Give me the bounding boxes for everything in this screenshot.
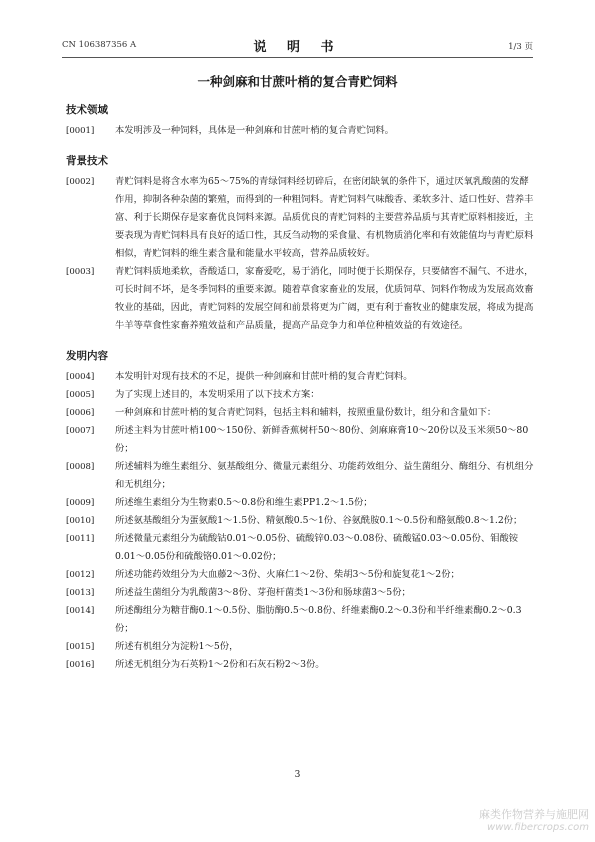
paragraph-text: 所述益生菌组分为乳酸菌3～8份、芽孢杆菌类1～3份和肠球菌3～5份； [115, 587, 411, 598]
page-number: 3 [294, 770, 301, 780]
paragraph [66, 122, 536, 140]
paragraph [66, 530, 536, 566]
paragraph-number: [0010] [66, 516, 95, 526]
paragraph-number: [0004] [66, 372, 95, 382]
paragraph-number: [0014] [66, 606, 95, 616]
paragraph-text: 所述微量元素组分为硫酸钴0.01～0.05份、硫酸锌0.03～0.08份、硫酸锰0.03～0.05份、钼酸铵0.01～0.05份和硫酸铬0.01～0.02份； [115, 533, 519, 562]
paragraph-number: [0008] [66, 462, 95, 472]
watermark-url: www.fibercrops.com [487, 822, 589, 833]
paragraph [66, 386, 536, 404]
paragraph-number: [0009] [66, 498, 95, 508]
document-type-title: 说 明 书 [253, 40, 342, 55]
paragraph-number: [0012] [66, 570, 95, 580]
paragraph-number: [0016] [66, 660, 95, 670]
paragraph [66, 494, 536, 512]
paragraph [66, 263, 536, 335]
paragraph-text: 为了实现上述目的，本发明采用了以下技术方案： [115, 389, 320, 400]
paragraph-number: [0002] [66, 177, 95, 187]
publication-number: CN 106387356 A [62, 40, 137, 50]
document-body [66, 102, 536, 674]
paragraph-text: 一种剑麻和甘蔗叶梢的复合青贮饲料，包括主料和辅料，按照重量份数计，组分和含量如下： [115, 407, 497, 418]
paragraph-text: 所述无机组分为石英粉1～2份和石灰石粉2～3份。 [115, 659, 325, 670]
paragraph-text: 所述辅料为维生素组分、氨基酸组分、微量元素组分、功能药效组分、益生菌组分、酶组分、有机组分和无机组分； [115, 461, 534, 490]
paragraph [66, 602, 536, 638]
paragraph-text: 所述有机组分为淀粉1～5份， [115, 641, 239, 652]
paragraph-text: 所述维生素组分为生物素0.5～0.8份和维生素PP1.2～1.5份； [115, 497, 373, 508]
section-heading: 发明内容 [66, 350, 108, 362]
paragraph-text: 本发明针对现有技术的不足，提供一种剑麻和甘蔗叶梢的复合青贮饲料。 [115, 371, 413, 382]
document-title: 一种剑麻和甘蔗叶梢的复合青贮饲料 [197, 74, 398, 89]
paragraph [66, 638, 536, 656]
watermark-text: 麻类作物营养与施肥网 [479, 808, 589, 821]
paragraph-text: 所述主料为甘蔗叶梢100～150份、新鲜香蕉树杆50～80份、剑麻麻膏10～20份以及玉米须50～80份； [115, 425, 529, 454]
paragraph-number: [0015] [66, 642, 95, 652]
page-reference: 1/3 页 [508, 42, 533, 52]
page-header [62, 36, 533, 56]
paragraph [66, 656, 536, 674]
paragraph-text: 所述功能药效组分为大血藤2～3份、火麻仁1～2份、柴胡3～5份和旋复花1～2份； [115, 569, 460, 580]
paragraph [66, 404, 536, 422]
paragraph-number: [0001] [66, 126, 95, 136]
paragraph-text: 本发明涉及一种饲料，具体是一种剑麻和甘蔗叶梢的复合青贮饲料。 [115, 125, 394, 136]
paragraph-text: 所述氨基酸组分为蛋氨酸1～1.5份、精氨酸0.5～1份、谷氨酰胺0.1～0.5份和酪氨酸0.8～1.2份； [115, 515, 523, 526]
header-divider [62, 57, 533, 58]
paragraph-number: [0006] [66, 408, 95, 418]
paragraph [66, 584, 536, 602]
paragraph-number: [0007] [66, 426, 95, 436]
paragraph-number: [0013] [66, 588, 95, 598]
paragraph [66, 458, 536, 494]
paragraph-number: [0003] [66, 267, 95, 277]
paragraph-number: [0011] [66, 534, 95, 544]
paragraph [66, 368, 536, 386]
paragraph-text: 所述酶组分为糖苷酶0.1～0.5份、脂肪酶0.5～0.8份、纤维素酶0.2～0.3份和半纤维素酶0.2～0.3份； [115, 605, 522, 634]
paragraph-number: [0005] [66, 390, 95, 400]
paragraph [66, 173, 536, 263]
paragraph [66, 566, 536, 584]
paragraph [66, 512, 536, 530]
section-heading: 背景技术 [66, 155, 108, 167]
paragraph [66, 422, 536, 458]
paragraph-text: 青贮饲料质地柔软，香酸适口，家畜爱吃，易于消化，同时便于长期保存，只要储窖不漏气、不进水，可长时间不坏，是冬季饲料的重要来源。随着草食家畜业的发展，优质饲草、饲料作物成为发展高效畜牧业的基础，因此，青贮饲料的发展空间和前景将更为广阔，更有利于畜牧业的健康发展，将成为提高牛羊等草食性家畜养殖效益和产品质量，提高产品竞争力和单位种植效益的有效途径。 [115, 266, 534, 331]
paragraph-text: 青贮饲料是将含水率为65～75%的青绿饲料经切碎后，在密闭缺氧的条件下，通过厌氧乳酸菌的发酵作用，抑制各种杂菌的繁殖，而得到的一种粗饲料。青贮饲料气味酸香、柔软多汁、适口性好、营养丰富、利于长期保存是家畜优良饲料来源。品质优良的青贮饲料的主要营养品质与其青贮原料相接近，主要表现为青贮饲料具有良好的适口性，其反刍动物的采食量、有机物质消化率和有效能值均与青贮原料相似，青贮饲料的维生素含量和能量水平较高，营养品质较好。 [115, 176, 534, 259]
section-heading: 技术领域 [66, 104, 108, 116]
